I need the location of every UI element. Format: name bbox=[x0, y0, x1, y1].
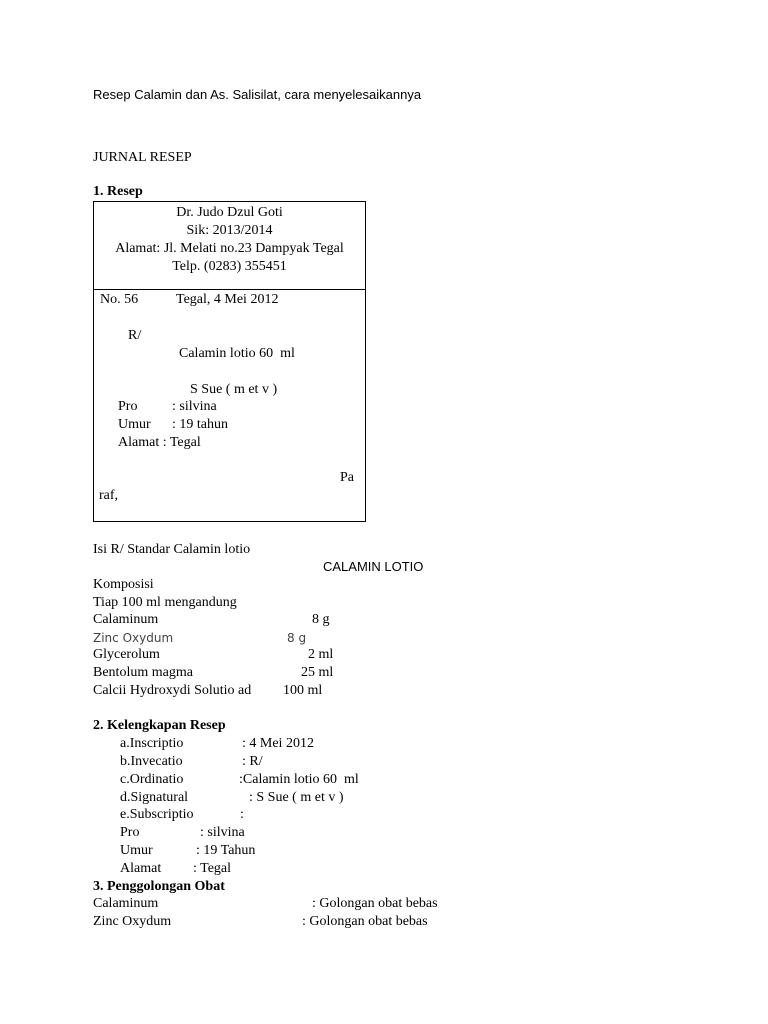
penggolongan-name: Calaminum bbox=[93, 896, 159, 911]
kelengkapan-value: :Calamin lotio 60 ml bbox=[239, 772, 359, 787]
ingredient-name: Bentolum magma bbox=[93, 665, 193, 680]
kelengkapan-label: Pro bbox=[120, 825, 140, 840]
resep-heading: 1. Resep bbox=[93, 184, 143, 199]
ingredient-amount: 8 g bbox=[287, 631, 307, 645]
kelengkapan-value: : 19 Tahun bbox=[196, 843, 256, 858]
ingredient-name: Zinc Oxydum bbox=[93, 631, 174, 645]
document-title: Resep Calamin dan As. Salisilat, cara menyelesaikannya bbox=[93, 87, 422, 102]
prescription-item: Calamin lotio 60 ml bbox=[179, 346, 295, 361]
penggolongan-name: Zinc Oxydum bbox=[93, 914, 172, 929]
paraf-part2: raf, bbox=[99, 488, 119, 503]
ingredient-amount: 8 g bbox=[312, 612, 330, 627]
umur-label: Umur bbox=[118, 417, 151, 432]
prescription-number: No. 56 bbox=[100, 292, 139, 307]
kelengkapan-value: : S Sue ( m et v ) bbox=[249, 790, 344, 805]
penggolongan-value: : Golongan obat bebas bbox=[312, 896, 438, 911]
kelengkapan-value: : Tegal bbox=[193, 861, 232, 876]
kelengkapan-label: Alamat bbox=[120, 861, 162, 876]
standard-intro: Isi R/ Standar Calamin lotio bbox=[93, 542, 251, 557]
ingredient-name: Glycerolum bbox=[93, 647, 160, 662]
ingredient-name: Calaminum bbox=[93, 612, 159, 627]
recipe-symbol: R/ bbox=[128, 328, 142, 343]
kelengkapan-label: a.Inscriptio bbox=[120, 736, 184, 751]
per-100-label: Tiap 100 ml mengandung bbox=[93, 595, 237, 610]
doctor-phone: Telp. (0283) 355451 bbox=[172, 259, 287, 274]
ingredient-amount: 25 ml bbox=[301, 665, 334, 680]
header-divider bbox=[94, 289, 365, 290]
umur-value: : 19 tahun bbox=[172, 417, 228, 432]
kelengkapan-label: Umur bbox=[120, 843, 153, 858]
section-heading: JURNAL RESEP bbox=[93, 150, 192, 165]
ingredient-name: Calcii Hydroxydi Solutio ad bbox=[93, 683, 252, 698]
doctor-sik: Sik: 2013/2014 bbox=[186, 223, 273, 238]
prescription-box bbox=[93, 201, 366, 522]
ingredient-amount: 2 ml bbox=[308, 647, 334, 662]
kelengkapan-value: : silvina bbox=[200, 825, 245, 840]
doctor-name: Dr. Judo Dzul Goti bbox=[176, 205, 283, 220]
penggolongan-value: : Golongan obat bebas bbox=[302, 914, 428, 929]
paraf-part1: Pa bbox=[340, 470, 354, 485]
alamat-line: Alamat : Tegal bbox=[118, 435, 201, 450]
kelengkapan-heading: 2. Kelengkapan Resep bbox=[93, 718, 226, 733]
kelengkapan-label: c.Ordinatio bbox=[120, 772, 184, 787]
komposisi-label: Komposisi bbox=[93, 577, 154, 592]
kelengkapan-value: : bbox=[240, 807, 244, 822]
standard-heading: CALAMIN LOTIO bbox=[323, 559, 424, 574]
pro-label: Pro bbox=[118, 399, 138, 414]
prescription-signa: S Sue ( m et v ) bbox=[190, 382, 278, 397]
kelengkapan-label: d.Signatural bbox=[120, 790, 189, 805]
penggolongan-heading: 3. Penggolongan Obat bbox=[93, 879, 225, 894]
prescription-place-date: Tegal, 4 Mei 2012 bbox=[176, 292, 279, 307]
doctor-address: Alamat: Jl. Melati no.23 Dampyak Tegal bbox=[115, 241, 344, 256]
kelengkapan-label: b.Invecatio bbox=[120, 754, 183, 769]
ingredient-amount: 100 ml bbox=[283, 683, 323, 698]
kelengkapan-label: e.Subscriptio bbox=[120, 807, 194, 822]
kelengkapan-value: : 4 Mei 2012 bbox=[242, 736, 314, 751]
kelengkapan-value: : R/ bbox=[242, 754, 263, 769]
pro-value: : silvina bbox=[172, 399, 217, 414]
